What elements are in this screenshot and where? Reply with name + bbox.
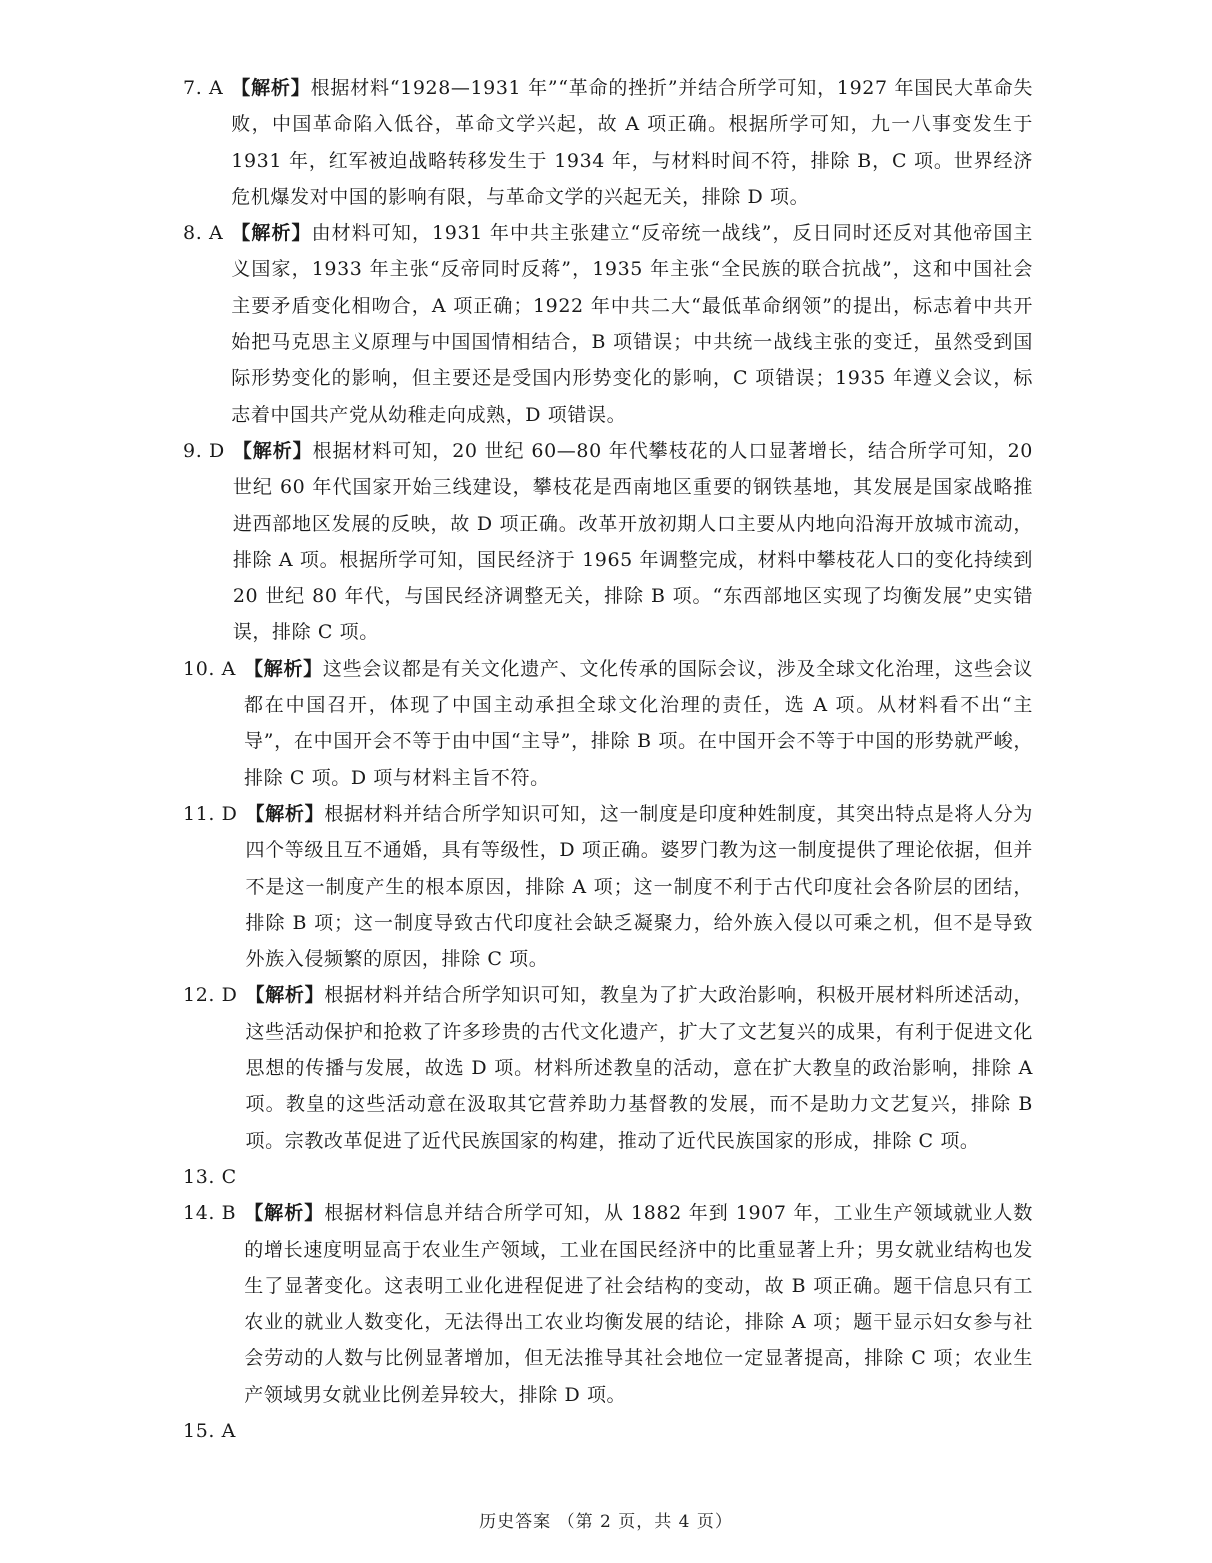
item-number — [183, 651, 236, 796]
item-number-text: 7. — [183, 77, 203, 99]
footer-subject: 历史答案 — [479, 1512, 552, 1532]
explanation-text: 根据材料信息并结合所学可知，从 1882 年到 1907 年，工业生产领域就业人数的增长速度明显高于农业生产领域，工业在国民经济中的比重显著上升；男女就业结构也发生了显著变化。这表明工业化进程促进了社会结构的变动，故 B 项正确。题干信息只有工农业的就业人数变化，无法得出工农业均衡发展的结论，排除 A 项；题干显示妇女参与社会劳动的人数与比例显著增加，但无法推导其社会地位一定显著提高，排除 C 项；农业生产领域男女就业比例差异较大，排除 D 项。 — [244, 1202, 1034, 1406]
item-number-text: 12. — [183, 984, 216, 1007]
analysis-tag: 【解析】 — [245, 802, 325, 825]
item-number — [183, 433, 225, 651]
analysis-tag: 【解析】 — [245, 984, 325, 1007]
answer-item-9 — [183, 433, 1033, 651]
explanation — [244, 651, 1033, 796]
answer-letter: A — [221, 657, 236, 680]
item-number-text: 10. — [183, 657, 216, 680]
answer-letter: D — [221, 802, 238, 825]
explanation — [231, 70, 1033, 215]
answer-letter: A — [208, 77, 224, 99]
item-number-text: 15. — [183, 1419, 216, 1442]
item-number — [183, 1195, 236, 1413]
item-number-text: 11. — [183, 802, 216, 825]
answer-letter: C — [221, 1165, 237, 1188]
answer-item-11 — [183, 796, 1033, 977]
explanation-text: 根据材料可知，20 世纪 60—80 年代攀枝花的人口显著增长，结合所学可知，20 世纪 60 年代国家开始三线建设，攀枝花是西南地区重要的钢铁基地，其发展是国家战略推进西部地区发展的反映，故 D 项正确。改革开放初期人口主要从内地向沿海开放城市流动，排除 A 项。根据所学可知，国民经济于 1965 年调整完成，材料中攀枝花人口的变化持续到 20 世纪 80 年代，与国民经济调整无关，排除 B 项。“东西部地区实现了均衡发展”史实错误，排除 C 项。 — [232, 439, 1033, 644]
explanation — [244, 1195, 1033, 1413]
explanation-text: 根据材料并结合所学知识可知，这一制度是印度种姓制度，其突出特点是将人分为四个等级且互不通婚，具有等级性，D 项正确。婆罗门教为这一制度提供了理论依据，但并不是这一制度产生的根本原因，排除 A 项；这一制度不利于古代印度社会各阶层的团结，排除 B 项；这一制度导致古代印度社会缺乏凝聚力，给外族入侵以可乘之机，但不是导致外族入侵频繁的原因，排除 C 项。 — [245, 802, 1033, 971]
analysis-tag: 【解析】 — [244, 1202, 325, 1225]
explanation-text: 根据材料“1928—1931 年”“革命的挫折”并结合所学可知，1927 年国民大革命失败，中国革命陷入低谷，革命文学兴起，故 A 项正确。根据所学可知，九一八事变发生于 1931 年，红军被迫战略转移发生于 1934 年，与材料时间不符，排除 B，C 项。世界经济危机爆发对中国的影响有限，与革命文学的兴起无关，排除 D 项。 — [231, 77, 1033, 208]
answer-letter: D — [221, 984, 238, 1007]
answer-item-14 — [183, 1195, 1033, 1413]
item-number — [183, 70, 223, 215]
item-number-text: 8. — [183, 222, 203, 245]
answer-item-15 — [183, 1413, 1033, 1449]
explanation — [246, 977, 1033, 1158]
answer-item-12 — [183, 977, 1033, 1158]
analysis-tag: 【解析】 — [231, 222, 312, 245]
item-number — [183, 1159, 237, 1195]
answer-letter: D — [208, 439, 225, 462]
explanation — [246, 796, 1033, 977]
answer-item-7 — [183, 70, 1033, 215]
item-number-text: 9. — [183, 439, 203, 462]
analysis-tag: 【解析】 — [231, 77, 311, 99]
answer-letter: B — [221, 1202, 237, 1225]
explanation — [231, 215, 1033, 433]
item-number — [183, 1413, 236, 1449]
item-number — [183, 796, 238, 977]
analysis-tag: 【解析】 — [232, 439, 313, 462]
answer-item-8 — [183, 215, 1033, 433]
item-number — [183, 977, 238, 1158]
answer-letter: A — [221, 1419, 236, 1442]
answer-list — [183, 70, 1033, 1449]
explanation-text: 由材料可知，1931 年中共主张建立“反帝统一战线”，反日同时还反对其他帝国主义国家，1933 年主张“反帝同时反蒋”，1935 年主张“全民族的联合抗战”，这和中国社会主要矛盾变化相吻合，A 项正确；1922 年中共二大“最低革命纲领”的提出，标志着中共开始把马克思主义原理与中国国情相结合，B 项错误；中共统一战线主张的变迁，虽然受到国际形势变化的影响，但主要还是受国内形势变化的影响，C 项错误；1935 年遵义会议，标志着中国共产党从幼稚走向成熟，D 项错误。 — [231, 222, 1033, 426]
item-number — [183, 215, 223, 433]
page-footer — [0, 1507, 1212, 1532]
footer-page-info: （第 2 页，共 4 页） — [557, 1512, 733, 1532]
answer-letter: A — [208, 222, 224, 245]
explanation-text: 根据材料并结合所学知识可知，教皇为了扩大政治影响，积极开展材料所述活动，这些活动保护和抢救了许多珍贵的古代文化遗产，扩大了文艺复兴的成果，有利于促进文化思想的传播与发展，故选 D 项。材料所述教皇的活动，意在扩大教皇的政治影响，排除 A 项。教皇的这些活动意在汲取其它营养助力基督教的发展，而不是助力文艺复兴，排除 B 项。宗教改革促进了近代民族国家的构建，推动了近代民族国家的形成，排除 C 项。 — [245, 984, 1033, 1152]
item-number-text: 13. — [183, 1165, 216, 1188]
answer-item-13 — [183, 1159, 1033, 1195]
explanation — [233, 433, 1033, 651]
explanation-text: 这些会议都是有关文化遗产、文化传承的国际会议，涉及全球文化治理，这些会议都在中国召开，体现了中国主动承担全球文化治理的责任，选 A 项。从材料看不出“主导”，在中国开会不等于由中国“主导”，排除 B 项。在中国开会不等于中国的形势就严峻，排除 C 项。D 项与材料主旨不符。 — [244, 657, 1033, 789]
answer-item-10 — [183, 651, 1033, 796]
item-number-text: 14. — [183, 1202, 216, 1225]
analysis-tag: 【解析】 — [244, 657, 323, 680]
